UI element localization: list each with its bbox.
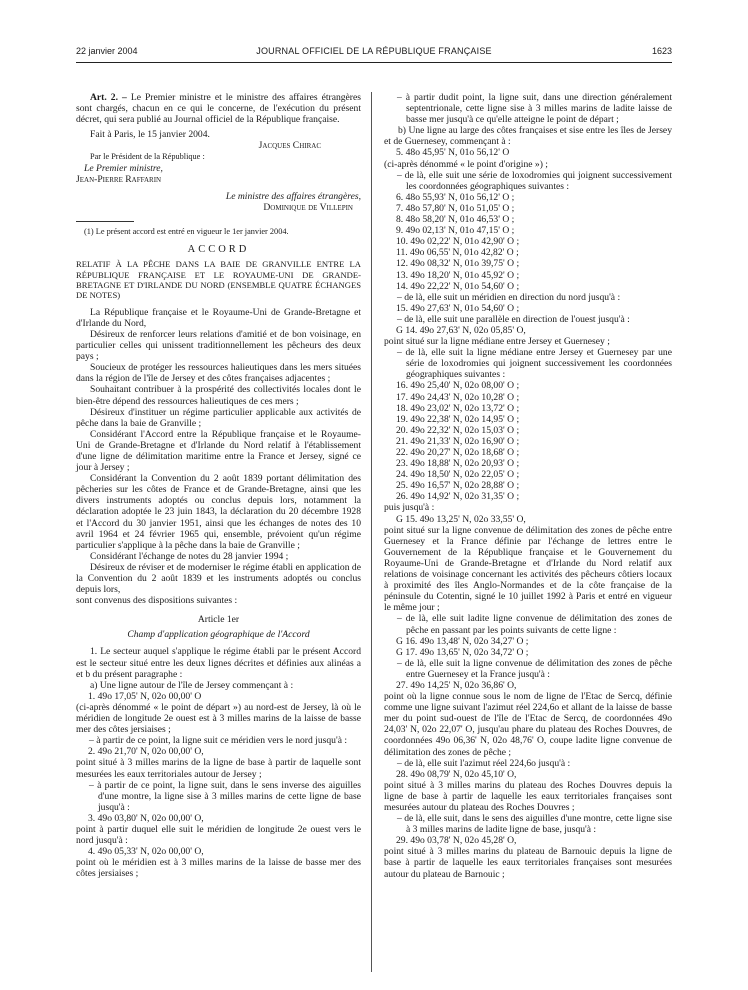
point-29-desc: point situé à 3 milles marins du plateau de Barnouic depuis la ligne de base à partir de laquelle les eaux territoriales françaises sont mesurées autour du plateau de Barnouic ; [384,846,672,880]
right-column [384,92,672,880]
dash-1: – de là, elle suit une série de loxodromies qui joignent successivement les coordonnées géographiques suivantes : [397,169,672,192]
point-4: 4. 49o 05,33' N, 02o 00,00' O, [88,846,204,858]
point-7: 7. 48o 57,80' N, 01o 51,05' O ; [396,202,515,214]
chapter-title: Champ d'application géographique de l'Accord [127,629,310,641]
footnote-rule [76,221,134,222]
point-17: 17. 49o 24,43' N, 02o 10,28' O ; [396,391,520,403]
preamble-5: Considérant l'Accord entre la République française et le Royaume-Uni de Grande-Bretagne et d'Irlande du Nord relatif à l'établissement d'une ligne de délimitation maritime entre la France et Jersey, signé ce jour à Jersey ; [76,428,361,474]
point-3-desc: point à partir duquel elle suit le méridien de longitude 2e ouest vers le nord jusqu'à : [76,823,361,847]
mae-name: Dominique de Villepin [263,201,353,213]
preamble-1: Désireux de renforcer leurs relations d'amitié et de bon voisinage, en particulier celles qui unissent traditionnellement les pêcheurs des deux pays ; [76,328,361,363]
fait: Fait à Paris, le 15 janvier 2004. [90,129,210,141]
point-27: 27. 49o 14,25' N, 02o 36,86' O, [396,679,517,691]
point-g14-desc: point situé sur la ligne médiane entre Jersey et Guernesey ; [384,336,610,348]
point-19: 19. 49o 22,38' N, 02o 14,95' O ; [396,413,520,425]
point-13: 13. 49o 18,20' N, 01o 45,92' O ; [396,269,520,281]
point-1: 1. 49o 17,05' N, 02o 00,00' O [88,690,202,702]
point-18: 18. 49o 23,02' N, 02o 13,72' O ; [396,402,520,414]
point-1-desc: (ci-après dénommé « le point de départ ») au nord-est de Jersey, là où le méridien de longitude 2e ouest est à 3 milles marins de la laisse de basse mer des côtes jersiaises ; [76,701,361,736]
point-21: 21. 49o 21,33' N, 02o 16,90' O ; [396,435,520,447]
para-b: b) Une ligne au large des côtes françaises et sise entre les îles de Jersey et de Guernesey, commençant à : [384,125,672,148]
point-26: 26. 49o 14,92' N, 02o 31,35' O ; [396,491,520,503]
dash-6: – de là, elle suit la ligne convenue de délimitation des zones de pêche entre Guernesey et la France jusqu'à : [397,657,672,680]
left-column [76,92,361,879]
art2-text: Le Premier ministre et le ministre des affaires étrangères sont chargés, chacun en ce qui le concerne, de l'exécution du présent décret, qui sera publié au Journal officiel de la République française. [76,92,361,126]
para-1: 1. Le secteur auquel s'applique le régime établi par le présent Accord est le secteur situé entre les deux lignes décrites et définies aux alinéas a et b du présent paragraphe : [76,646,361,680]
point-2-dash: – à partir de ce point, la ligne suit, dans le sens inverse des aiguilles d'une montre, la ligne sise à 3 milles marins de cette ligne de base jusqu'à : [89,779,361,813]
dash-3: – de là, elle suit une parallèle en direction de l'ouest jusqu'à : [397,313,630,325]
accord-title: RELATIF À LA PÊCHE DANS LA BAIE DE GRANVILLE ENTRE LA RÉPUBLIQUE FRANÇAISE ET LE ROYAUME-UNI DE GRANDE-BRETAGNE ET D'IRLANDE DU NORD (ENSEMBLE QUATRE ÉCHANGES DE NOTES) [76,259,361,301]
dash-4: – de là, elle suit la ligne médiane entre Jersey et Guernesey par une série de loxodromies qui joignent successivement les coordonnées géographiques suivantes : [397,347,672,381]
point-28: 28. 49o 08,79' N, 02o 45,10' O, [396,768,517,780]
pm-name: Jean-Pierre Raffarin [76,173,162,185]
point-23: 23. 49o 18,88' N, 02o 20,93' O ; [396,458,520,470]
point-15: 15. 49o 27,63' N, 01o 54,60' O ; [396,302,520,314]
column-separator [371,92,372,972]
preamble-7: Considérant l'échange de notes du 28 janvier 1994 ; [90,550,289,562]
preamble-4: Désireux d'instituer un régime particulier applicable aux activités de pêche dans la baie de Granville ; [76,406,361,429]
dash-0: – à partir dudit point, la ligne suit, dans une direction généralement septentrionale, cette ligne sise à 3 milles marins de ladite laisse de basse mer jusqu'à ce qu'elle atteigne le point de départ ; [397,92,672,126]
point-24: 24. 49o 18,50' N, 02o 22,05' O ; [396,469,520,481]
page-number: 1623 [651,46,672,56]
par-le-president: Par le Président de la République : [90,152,205,162]
point-3: 3. 49o 03,80' N, 02o 00,00' O, [88,812,204,824]
point-12: 12. 49o 08,32' N, 01o 39,75' O ; [396,258,520,270]
mae-title: Le ministre des affaires étrangères, [225,190,361,202]
point-4-desc: point où le méridien est à 3 milles marins de la laisse de basse mer des côtes jersiaises ; [76,857,361,880]
point-g16: G 16. 49o 13,48' N, 02o 34,27' O ; [396,635,529,647]
preamble-2: Soucieux de protéger les ressources halieutiques dans les mers situées dans la région de l'île de Jersey et des côtes françaises adjacentes ; [76,362,361,385]
point-29: 29. 49o 03,78' N, 02o 45,28' O, [396,835,517,847]
preamble-0: La République française et le Royaume-Uni de Grande-Bretagne et d'Irlande du Nord, [76,306,361,329]
header-date: 22 janvier 2004 [76,46,138,56]
point-2: 2. 49o 21,70' N, 02o 00,00' O, [88,746,204,758]
point-6: 6. 48o 55,93' N, 01o 56,12' O ; [396,191,515,203]
point-20: 20. 49o 22,32' N, 02o 15,03' O ; [396,424,520,436]
point-9: 9. 49o 02,13' N, 01o 47,15' O ; [396,225,515,237]
page-header [76,46,672,60]
footnote: (1) Le présent accord est entré en vigueur le 1er janvier 2004. [84,226,289,236]
point-10: 10. 49o 02,22' N, 01o 42,90' O ; [396,236,520,248]
art2-paragraph [76,92,361,125]
dash-8: – de là, elle suit, dans le sens des aiguilles d'une montre, cette ligne sise à 3 milles marins de ladite ligne de base, jusqu'à : [397,813,672,836]
signature-president: Jacques Chirac [258,140,321,152]
preamble-3: Souhaitant contribuer à la prospérité des collectivités locales dont le bien-être dépend des ressources halieutiques de ces mers ; [76,384,361,407]
point-1-dash: – à partir de ce point, la ligne suit ce méridien vers le nord jusqu'à : [89,735,348,747]
point-g15: G 15. 49o 13,25' N, 02o 33,55' O, [396,513,526,525]
point-8: 8. 48o 58,20' N, 01o 46,53' O ; [396,214,515,226]
art2-label: Art. 2. – [90,92,127,103]
accord-heading: ACCORD [187,244,250,256]
sont-convenus: sont convenus des dispositions suivantes : [76,595,238,607]
journal-title: JOURNAL OFFICIEL DE LA RÉPUBLIQUE FRANÇAISE [256,46,492,56]
pm-title: Le Premier ministre, [84,162,163,174]
point-28-desc: point situé à 3 milles marins du plateau des Roches Douvres depuis la ligne de base à partir de laquelle les eaux territoriales françaises sont mesurées autour du plateau des Roches Douvres ; [384,779,672,813]
point-16: 16. 49o 25,40' N, 02o 08,00' O ; [396,380,520,392]
point-27-desc: point où la ligne connue sous le nom de ligne de l'Etac de Sercq, définie comme une ligne suivant l'azimut réel 224,6o et allant de la laisse de basse mer du point sud-ouest de l'île de l'Etac de Sercq, de coordonnées 49o 24,03' N, 02o 22,07' O, jusqu'au phare du plateau des Roches Douvres, de coordonnées 49o 06,36' N, 02o 48,76' O, coupe ladite ligne convenue de délimitation des zones de pêche ; [384,691,672,758]
preamble-8: Désireux de réviser et de moderniser le régime établi en application de la Convention du 2 août 1839 et les instruments adoptés ou conclus depuis lors, [76,561,361,596]
point-25: 25. 49o 16,57' N, 02o 28,88' O ; [396,480,520,492]
point-5-desc: (ci-après dénommé « le point d'origine ») ; [384,158,548,170]
point-g15-desc: point situé sur la ligne convenue de délimitation des zones de pêche entre Guernesey et la France définie par l'échange de lettres entre le Gouvernement de la République française et le Gouvernement du Royaume-Uni de Grande-Bretagne et d'Irlande du Nord relatif aux relations de voisinage concernant les activités des pêcheurs côtiers locaux à proximité des îles Anglo-Normandes et de la côte française de la péninsule du Cotentin, signé le 10 juillet 1992 à Paris et entré en vigueur le même jour ; [384,524,672,614]
header-rule [76,62,672,63]
point-g14: G 14. 49o 27,63' N, 02o 05,85' O, [396,324,526,336]
dash-5: – de là, elle suit ladite ligne convenue de délimitation des zones de pêche en passant par les points suivants de cette ligne : [397,613,672,636]
article-1: Article 1er [197,614,240,626]
point-22: 22. 49o 20,27' N, 02o 18,68' O ; [396,447,520,458]
point-g17: G 17. 49o 13,65' N, 02o 34,72' O ; [396,646,529,658]
dash-2: – de là, elle suit un méridien en direction du nord jusqu'à : [397,291,621,303]
para-a: a) Une ligne autour de l'île de Jersey commençant à : [90,679,294,691]
dash-7: – de là, elle suit l'azimut réel 224,6o jusqu'à : [397,757,571,769]
point-11: 11. 49o 06,55' N, 01o 42,82' O ; [396,247,519,259]
point-2-desc: point situé à 3 milles marins de la ligne de base à partir de laquelle sont mesurées les eaux territoriales autour de Jersey ; [76,757,361,780]
point-14: 14. 49o 22,22' N, 01o 54,60' O ; [396,280,520,292]
puis-jusqua: puis jusqu'à : [384,502,435,514]
preamble-6: Considérant la Convention du 2 août 1839 portant délimitation des pêcheries sur les côtes de France et de Grande-Bretagne, ainsi que les divers instruments adoptés ou conclus depuis lors, notamment la déclaration adoptée le 23 juin 1843, la déclaration du 20 décembre 1928 et l'Accord du 30 janvier 1951, ainsi que les échanges de notes des 10 avril 1964 et 24 février 1965 qui, ensemble, prévoient qu'un régime particulier s'applique à la pêche dans la baie de Granville ; [76,473,361,551]
point-5: 5. 48o 45,95' N, 01o 56,12' O [396,147,510,159]
